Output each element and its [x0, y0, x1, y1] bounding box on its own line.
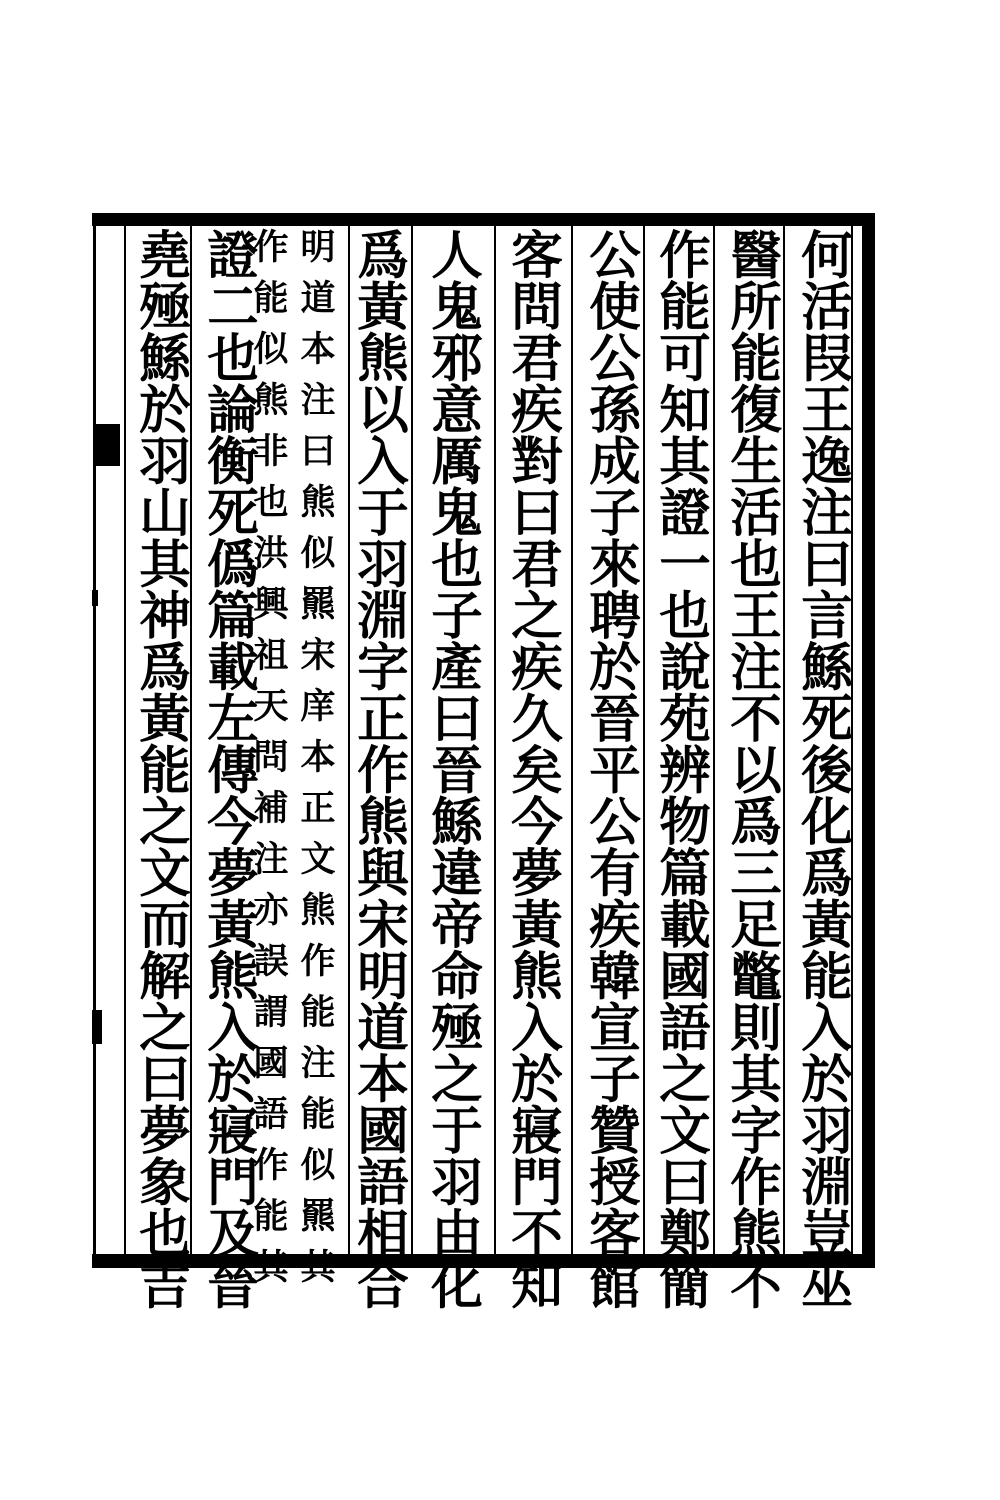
text-column-9-note: 作能似熊非也洪興祖天問補注亦誤謂國語作能其: [248, 228, 289, 1299]
column-rule: [411, 226, 413, 1254]
column-rule: [571, 226, 573, 1254]
text-column-4: 公使公孫成子來聘於晉平公有疾韓宣子贊授客館: [580, 228, 640, 1310]
column-rule: [713, 226, 715, 1254]
text-column-3: 作能可知其證一也說苑辨物篇載國語之文曰鄭簡: [650, 228, 710, 1310]
text-column-8-note: 明道本注曰熊似羆宋庠本正文熊作能注能似羆其: [295, 228, 336, 1299]
page-edge-line: [93, 226, 96, 1256]
text-column-10: 證二也論衡死僞篇載左傳今夢黃熊入於寢門及晉: [198, 228, 258, 1310]
text-column-2: 醫所能復生活也王注不以爲三足鼈則其字作熊不: [721, 228, 781, 1310]
column-rule: [124, 226, 126, 1254]
fishtail-mark: [94, 424, 120, 466]
text-column-11: 堯殛鯀於羽山其神爲黃能之文而解之曰夢象也吉: [130, 228, 190, 1310]
edge-mark: [92, 590, 98, 606]
text-column-5: 客問君疾對曰君之疾久矣今夢黃熊入於寢門不知: [502, 228, 562, 1310]
edge-mark: [92, 1010, 102, 1044]
frame-right-border: [862, 213, 875, 1268]
text-column-6: 人鬼邪意厲鬼也子產曰晉鯀違帝命殛之于羽由化: [422, 228, 482, 1310]
frame-top-border: [92, 213, 875, 226]
text-column-1: 何活叚王逸注曰言鯀死後化爲黃能入於羽淵豈巫: [792, 228, 852, 1310]
text-column-7: 爲黃熊以入于羽淵字正作熊與宋明道本國語相合: [348, 228, 408, 1310]
column-rule: [494, 226, 496, 1254]
column-rule: [643, 226, 645, 1254]
column-rule: [783, 226, 785, 1254]
